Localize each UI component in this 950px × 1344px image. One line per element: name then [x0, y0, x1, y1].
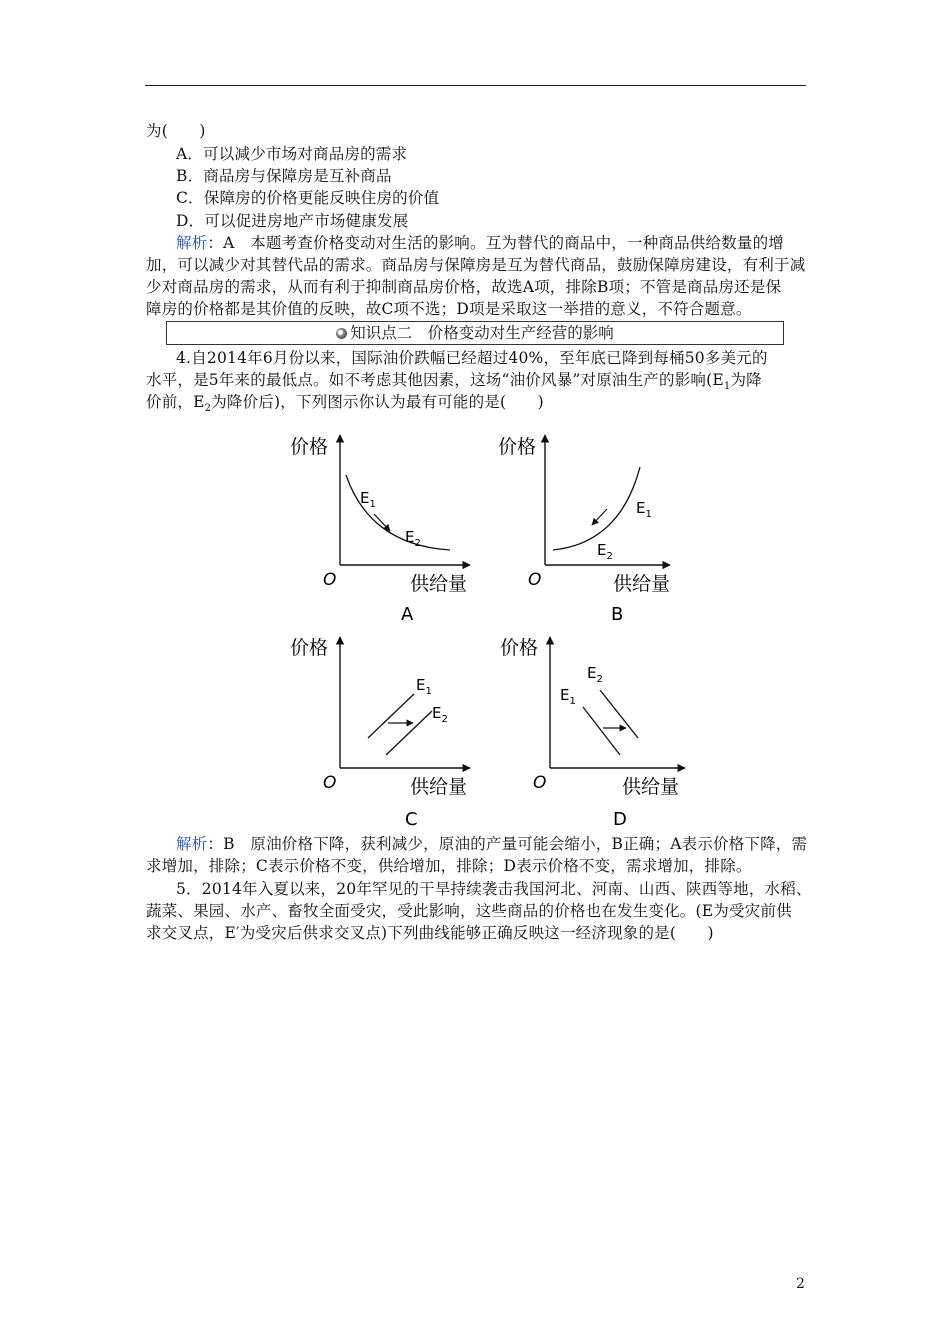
- question-5-line-1: 5．2014年入夏以来，20年罕见的干旱持续袭击我国河北、河南、山西、陕西等地，水稻、: [176, 880, 812, 898]
- x-axis-label: 供给量: [622, 776, 680, 798]
- graph-c-label: C: [405, 809, 418, 830]
- answer-line-1: [176, 833, 807, 855]
- graph-a: [290, 435, 470, 625]
- y-axis-label: 价格: [500, 637, 539, 659]
- origin-label: O: [323, 570, 337, 590]
- analysis-line-1: [176, 232, 784, 254]
- e2-label: $E_2$: [405, 528, 421, 549]
- header-rule: [145, 85, 806, 86]
- option-a: A．可以减少市场对商品房的需求: [176, 145, 408, 163]
- e2-label: $E_2$: [597, 541, 613, 562]
- option-c: C．保障房的价格更能反映住房的价值: [176, 189, 440, 207]
- q4-text: 为降: [730, 371, 762, 389]
- analysis-line-3: 少对商品房的需求，从而有利于抑制商品房价格，故选A项，排除B项；不管是商品房还是保: [146, 278, 782, 296]
- question-5-line-2: 蔬菜、果园、水产、畜牧全面受灾，受此影响，这些商品的价格也在发生变化。(E为受灾前供: [146, 902, 792, 920]
- graph-a-label: A: [401, 604, 414, 625]
- curve-e1: [368, 694, 414, 738]
- y-axis-label: 价格: [290, 637, 329, 659]
- x-axis-label: 供给量: [410, 776, 468, 798]
- curve: [346, 475, 450, 550]
- page-number: 2: [796, 1276, 805, 1292]
- analysis-text: ：B 原油价格下降，获利减少，原油的产量可能会缩小，B正确；A表示价格下降，需: [207, 835, 808, 853]
- e1-label: $E_1$: [416, 676, 432, 697]
- q4-text: 价前，E: [146, 393, 205, 411]
- analysis-line-2: 加，可以减少对其替代品的需求。商品房与保障房是互为替代商品，鼓励保障房建设，有利于减: [146, 256, 806, 274]
- analysis-label: 解析: [176, 835, 208, 853]
- curve-e2: [386, 711, 432, 755]
- answer-line-2: 求增加，排除；C表示价格不变，供给增加，排除；D表示价格不变，需求增加，排除。: [146, 857, 752, 875]
- section-heading: 知识点二 价格变动对生产经营的影响: [350, 324, 614, 342]
- graph-b: [498, 435, 670, 625]
- e2-label: $E_2$: [587, 664, 603, 685]
- supply-price-figure: [270, 425, 710, 830]
- y-axis-label: 价格: [498, 436, 537, 458]
- curve-e2: [600, 690, 638, 738]
- question-4-line-1: 4.自2014年6月份以来，国际油价跌幅已经超过40%，至年底已降到每桶50多美元的: [176, 349, 768, 367]
- q4-text: 水平，是5年来的最低点。如不考虑其他因素，这场“油价风暴”对原油生产的影响(E: [146, 371, 724, 389]
- graph-c: [290, 637, 470, 830]
- curve: [553, 467, 640, 550]
- curve-e1: [583, 707, 620, 755]
- option-b: B．商品房与保障房是互补商品: [176, 167, 392, 185]
- e2-label: $E_2$: [432, 704, 448, 725]
- origin-label: O: [323, 773, 337, 793]
- graph-d: [500, 637, 685, 830]
- x-axis-label: 供给量: [410, 573, 468, 595]
- e1-label: $E_1$: [560, 686, 576, 707]
- question-4-line-3: [146, 391, 544, 420]
- section-heading-box: [166, 321, 784, 345]
- origin-label: O: [533, 773, 547, 793]
- option-d: D．可以促进房地产市场健康发展: [176, 212, 409, 230]
- bullet-icon: [336, 328, 347, 339]
- e1-label: $E_1$: [360, 489, 376, 510]
- q4-text: 为降价后)，下列图示你认为最有可能的是( ): [211, 393, 544, 411]
- graph-b-label: B: [611, 604, 624, 625]
- subscript: 2: [204, 403, 212, 415]
- origin-label: O: [528, 570, 542, 590]
- analysis-line-4: 障房的价格都是其价值的反映，故C项不选；D项是采取这一举措的意义，不符合题意。: [146, 300, 752, 318]
- question-stem-tail: 为( ): [146, 122, 206, 140]
- graph-d-label: D: [613, 809, 627, 830]
- x-axis-label: 供给量: [613, 573, 671, 595]
- shift-arrow: [592, 509, 607, 525]
- analysis-text: ：A 本题考查价格变动对生活的影响。互为替代的商品中，一种商品供给数量的增: [207, 234, 785, 252]
- analysis-label: 解析: [176, 234, 208, 252]
- e1-label: $E_1$: [636, 499, 652, 520]
- subscript: 1: [723, 381, 731, 393]
- y-axis-label: 价格: [290, 436, 329, 458]
- question-5-line-3: 求交叉点，E′为受灾后供求交叉点)下列曲线能够正确反映这一经济现象的是( ): [146, 924, 714, 942]
